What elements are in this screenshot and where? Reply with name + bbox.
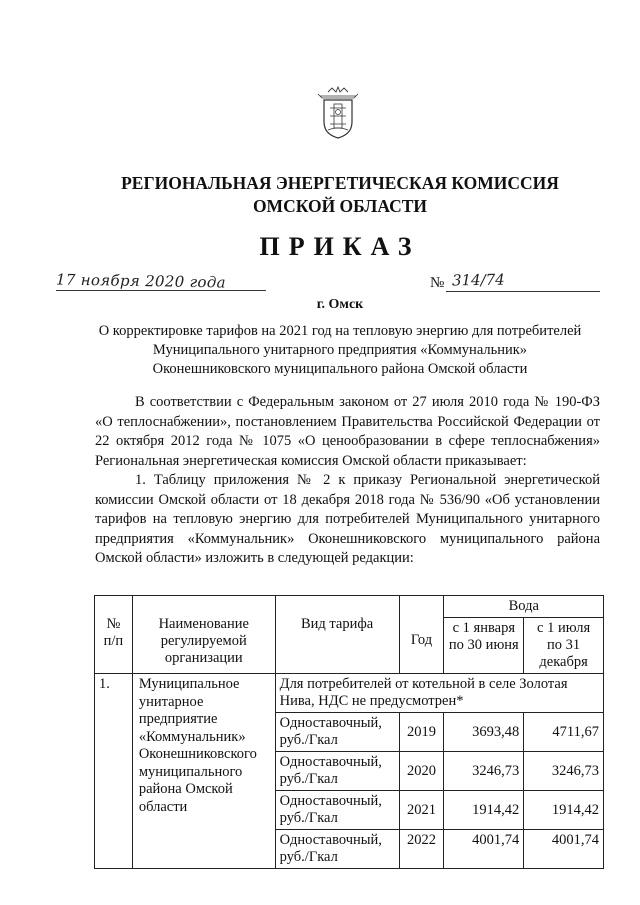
order-number-label: № xyxy=(430,275,445,291)
omsk-coat-of-arms-icon xyxy=(316,86,360,140)
org-title-line1: РЕГИОНАЛЬНАЯ ЭНЕРГЕТИЧЕСКАЯ КОМИССИЯ xyxy=(121,173,559,193)
organization-name: Муниципальное унитарное предприятие «Коммунальник» Оконешниковского муниципального района Омской области xyxy=(132,674,275,869)
document-type-title: ПРИКАЗ xyxy=(259,232,421,261)
header-tariff-type: Вид тарифа xyxy=(275,596,399,674)
city-name: г. Омск xyxy=(316,297,364,312)
header-period-1: с 1 января по 30 июня xyxy=(444,618,524,674)
tariff-h2-cell: 3246,73 xyxy=(524,752,604,791)
date-underline xyxy=(56,290,266,291)
tariff-type-cell: Одноставочный, руб./Гкал xyxy=(275,752,399,791)
header-water: Вода xyxy=(444,596,604,618)
tariff-table xyxy=(94,595,604,869)
body-paragraph-2: 1. Таблицу приложения № 2 к приказу Региональной энергетической комиссии Омской области от 18 декабря 2018 года № 536/90 «Об установлении тарифов на тепловую энергию для потребителей Муниципального унитарного предприятия «Коммунальник» Оконешниковского муниципального района Омской области» изложить в следующей редакции: xyxy=(95,472,600,566)
org-title-line2: ОМСКОЙ ОБЛАСТИ xyxy=(252,196,428,216)
header-year: Год xyxy=(399,596,444,674)
tariff-h2-cell: 4711,67 xyxy=(524,713,604,752)
tariff-h2-cell: 1914,42 xyxy=(524,791,604,830)
subject-line3: Оконешниковского муниципального района Омской области xyxy=(152,361,528,377)
handwritten-order-number: 314/74 xyxy=(451,270,505,290)
header-period-2: с 1 июля по 31 декабря xyxy=(524,618,604,674)
order-body xyxy=(95,393,600,569)
header-num: № п/п xyxy=(95,596,133,674)
tariff-h1-cell: 4001,74 xyxy=(444,830,524,869)
subject-line2: Муниципального унитарного предприятия «Коммунальник» xyxy=(152,342,528,358)
tariff-h1-cell: 3246,73 xyxy=(444,752,524,791)
tariff-h1-cell: 3693,48 xyxy=(444,713,524,752)
year-cell: 2021 xyxy=(399,791,444,830)
consumer-note: Для потребителей от котельной в селе Золотая Нива, НДС не предусмотрен* xyxy=(275,674,603,713)
tariff-type-cell: Одноставочный, руб./Гкал xyxy=(275,830,399,869)
tariff-type-cell: Одноставочный, руб./Гкал xyxy=(275,713,399,752)
body-paragraph-1: В соответствии с Федеральным законом от 27 июля 2010 года № 190-ФЗ «О теплоснабжении», постановлением Правительства Российской Федерации от 22 октября 2012 года № 1075 «О ценообразовании в сфере теплоснабжения» Региональная энергетическая комиссия Омской области приказывает: xyxy=(95,394,600,469)
order-subject xyxy=(60,322,620,379)
tariff-h1-cell: 1914,42 xyxy=(444,791,524,830)
year-cell: 2019 xyxy=(399,713,444,752)
header-org: Наименование регулируемой организации xyxy=(132,596,275,674)
number-underline xyxy=(446,291,600,292)
year-cell: 2020 xyxy=(399,752,444,791)
tariff-h2-cell: 4001,74 xyxy=(524,830,604,869)
year-cell: 2022 xyxy=(399,830,444,869)
subject-line1: О корректировке тарифов на 2021 год на тепловую энергию для потребителей xyxy=(98,323,582,339)
row-number: 1. xyxy=(95,674,133,869)
handwritten-date: 17 ноября 2020 года xyxy=(55,270,227,292)
tariff-type-cell: Одноставочный, руб./Гкал xyxy=(275,791,399,830)
